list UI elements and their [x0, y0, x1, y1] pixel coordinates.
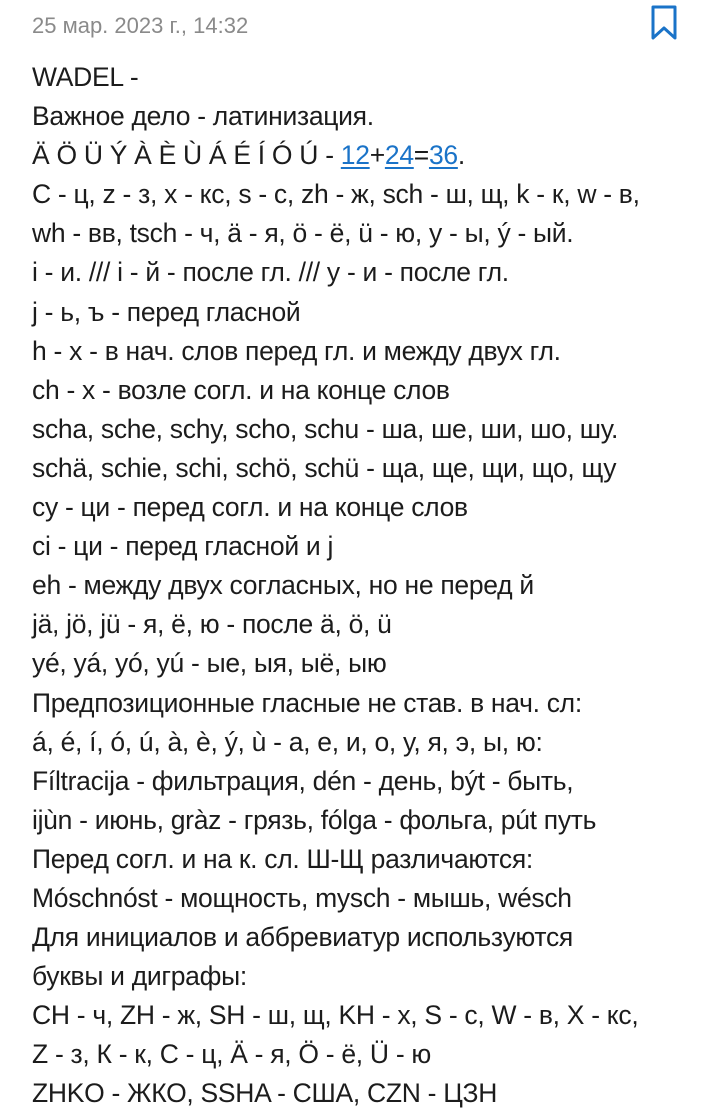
- bookmark-icon[interactable]: [648, 4, 680, 42]
- note-line: Предпозиционные гласные не став. в нач. сл:: [32, 687, 582, 718]
- note-line: буквы и диграфы:: [32, 961, 247, 992]
- note-line: eh - между двух согласных, но не перед й: [32, 570, 534, 601]
- note-line: Важное дело - латинизация.: [32, 101, 374, 132]
- note-line: ci - ци - перед гласной и j: [32, 531, 334, 562]
- equals-sign: =: [413, 140, 429, 171]
- note-line: yé, yá, yó, yú - ые, ыя, ыё, ыю: [32, 648, 387, 679]
- note-line: Fíltracija - фильтрация, dén - день, být - быть,: [32, 765, 574, 796]
- link-36[interactable]: 36: [428, 140, 458, 171]
- plus-sign: +: [369, 140, 385, 171]
- note-line: C - ц, z - з, x - кс, s - с, zh - ж, sch - ш, щ, k - к, w - в,: [32, 179, 640, 210]
- note-header: [0, 0, 720, 52]
- note-line: CH - ч, ZH - ж, SH - ш, щ, KH - х, S - с, W - в, X - кс,: [32, 1000, 639, 1031]
- note-line: Перед согл. и на к. сл. Ш-Щ различаются:: [32, 843, 533, 874]
- note-line: ijùn - июнь, gràz - грязь, fólga - фольга, pút путь: [32, 804, 597, 835]
- note-line: Для инициалов и аббревиатур используются: [32, 922, 573, 953]
- note-line: schä, schie, schi, schö, schü - ща, ще, щи, що, щу: [32, 452, 617, 483]
- note-line: wh - вв, tsch - ч, ä - я, ö - ё, ü - ю, y - ы, ý - ый.: [32, 218, 574, 249]
- letters-prefix: Ä Ö Ü Ý À È Ù Á É Í Ó Ú -: [32, 140, 341, 171]
- note-line: cy - ци - перед согл. и на конце слов: [32, 492, 468, 523]
- letters-suffix: .: [457, 140, 465, 171]
- note-line: ch - х - возле согл. и на конце слов: [32, 374, 450, 405]
- note-line: Móschnóst - мощность, mysch - мышь, wésch: [32, 882, 572, 913]
- note-line: WADEL -: [32, 62, 139, 92]
- note-line: á, é, í, ó, ú, à, è, ý, ù - а, е, и, о, у, я, э, ы, ю:: [32, 726, 543, 757]
- note-line: j - ь, ъ - перед гласной: [32, 296, 301, 327]
- note-body: [32, 58, 712, 1114]
- note-line: h - х - в нач. слов перед гл. и между двух гл.: [32, 335, 561, 366]
- note-line: ZHKO - ЖКО, SSHA - США, CZN - ЦЗН: [32, 1078, 498, 1109]
- note-line: scha, sche, schy, scho, schu - ша, ше, ши, шо, шу.: [32, 413, 619, 444]
- note-date: 25 мар. 2023 г., 14:32: [32, 13, 249, 38]
- link-12[interactable]: 12: [340, 140, 370, 171]
- note-line: Z - з, К - к, С - ц, Ä - я, Ö - ё, Ü - ю: [32, 1039, 431, 1070]
- note-line: i - и. /// i - й - после гл. /// y - и - после гл.: [32, 257, 509, 288]
- note-line: jä, jö, jü - я, ё, ю - после ä, ö, ü: [32, 609, 392, 640]
- note-line-letters: [32, 136, 712, 175]
- link-24[interactable]: 24: [384, 140, 414, 171]
